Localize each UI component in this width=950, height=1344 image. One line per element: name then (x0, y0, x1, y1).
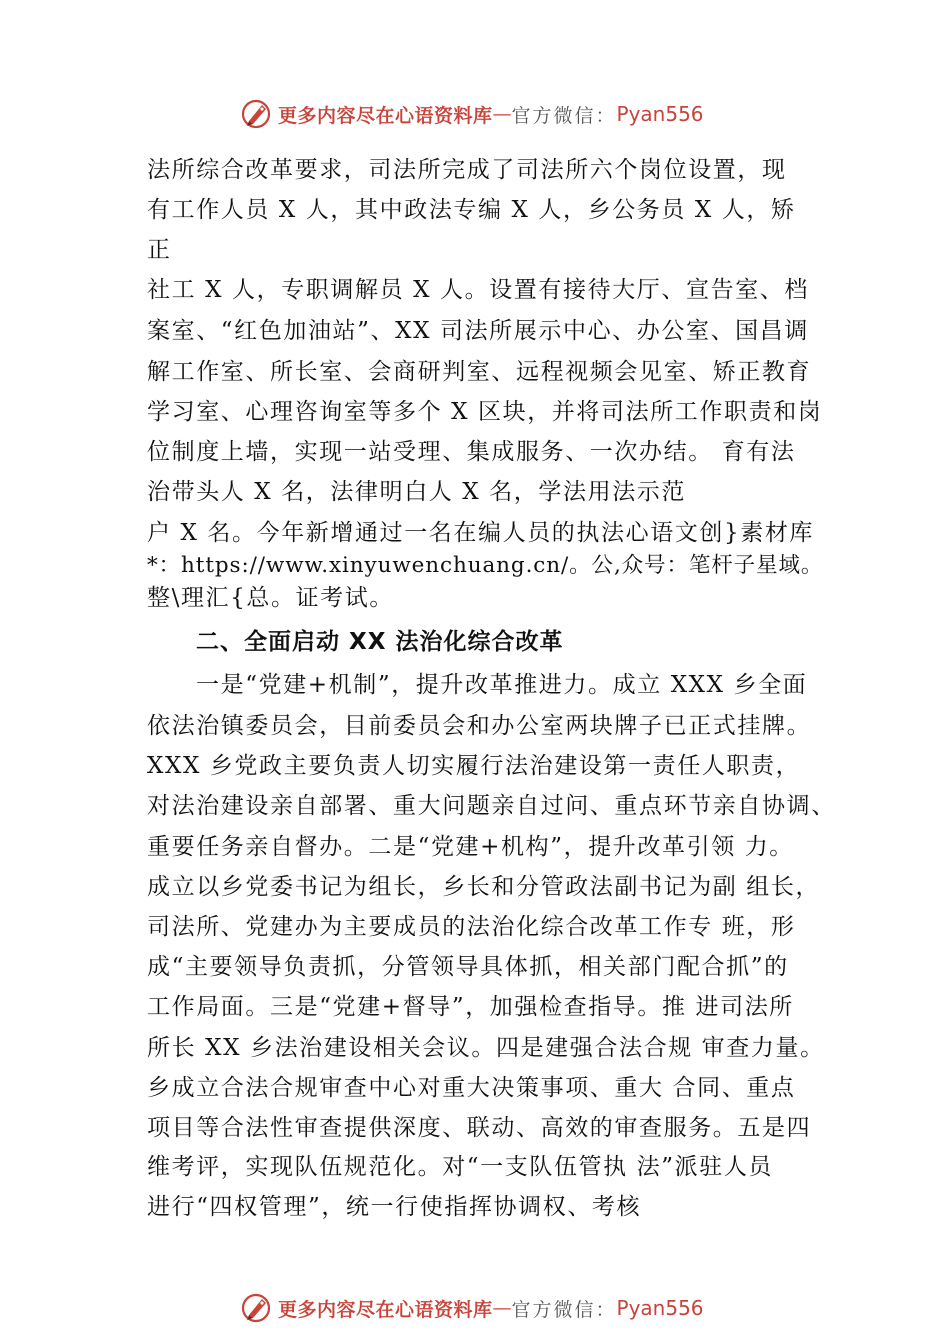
banner-main-text: 更多内容尽在心语资料库 (278, 104, 493, 127)
text-line: 工作局面。三是“党建+督导”，加强检查指导。推 进司法所 (147, 994, 794, 1020)
text-line: 进行“四权管理”，统一行使指挥协调权、考核 (147, 1194, 642, 1220)
footer-banner (240, 1290, 760, 1326)
text-line: 学习室、心理咨询室等多个 X 区块，并将司法所工作职责和岗 (147, 399, 823, 425)
text-line: 法所综合改革要求，司法所完成了司法所六个岗位设置，现 (147, 157, 787, 183)
text-line: 司法所、党建办为主要成员的法治化综合改革工作专 班，形 (147, 914, 796, 940)
banner-wechat-id: Pyan556 (616, 102, 704, 126)
pen-nib-circle-icon (240, 97, 274, 131)
text-line: 户 X 名。今年新增通过一名在编人员的执法心语文创}素材库 (147, 520, 815, 546)
banner-separator: — (492, 103, 512, 125)
banner-label: 官方微信： (511, 1298, 617, 1321)
text-line: 正 (147, 237, 172, 263)
text-line: 乡成立合法合规审查中心对重大决策事项、重大 合同、重点 (147, 1075, 796, 1101)
header-banner (240, 96, 760, 132)
section-heading: 二、全面启动 XX 法治化综合改革 (196, 629, 564, 655)
text-line: *：https://www.xinyuwenchuang.cn/。公,众号：笔杆子星域。 (147, 553, 824, 578)
text-line: 对法治建设亲自部署、重大问题亲自过问、重点环节亲自协调、 (147, 793, 836, 819)
text-line: 所长 XX 乡法治建设相关会议。四是建强合法合规 审查力量。 (147, 1035, 825, 1061)
banner-main-text: 更多内容尽在心语资料库 (278, 1298, 493, 1321)
text-line: 有工作人员 X 人，其中政法专编 X 人，乡公务员 X 人，矫 (147, 197, 796, 223)
banner-wechat-id: Pyan556 (616, 1296, 704, 1320)
text-line: 社工 X 人，专职调解员 X 人。设置有接待大厅、宣告室、档 (147, 277, 809, 303)
banner-label: 官方微信： (511, 104, 617, 127)
text-line: 一是“党建+机制”，提升改革推进力。成立 XXX 乡全面 (196, 672, 808, 698)
text-line: 依法治镇委员会，目前委员会和办公室两块牌子已正式挂牌。 (147, 713, 812, 739)
text-line: 维考评，实现队伍规范化。对“一支队伍管执 法”派驻人员 (147, 1154, 774, 1180)
text-line: 整\理汇{总。证考试。 (147, 585, 394, 611)
banner-separator: — (492, 1297, 512, 1319)
text-line: 案室、“红色加油站”、XX 司法所展示中心、办公室、国昌调 (147, 318, 809, 344)
text-line: 位制度上墙，实现一站受理、集成服务、一次办结。 育有法 (147, 439, 796, 465)
pen-nib-circle-icon (240, 1291, 274, 1325)
text-line: 项目等合法性审查提供深度、联动、高效的审查服务。五是四 (147, 1115, 812, 1141)
text-line: XXX 乡党政主要负责人切实履行法治建设第一责任人职责， (147, 753, 801, 779)
text-line: 治带头人 X 名，法律明白人 X 名，学法用法示范 (147, 479, 686, 505)
text-line: 重要任务亲自督办。二是“党建+机构”，提升改革引领 力。 (147, 834, 794, 860)
text-line: 解工作室、所长室、会商研判室、远程视频会见室、矫正教育 (147, 359, 812, 385)
text-line: 成立以乡党委书记为组长，乡长和分管政法副书记为副 组长， (147, 874, 821, 900)
text-line: 成“主要领导负责抓，分管领导具体抓，相关部门配合抓”的 (147, 954, 789, 980)
